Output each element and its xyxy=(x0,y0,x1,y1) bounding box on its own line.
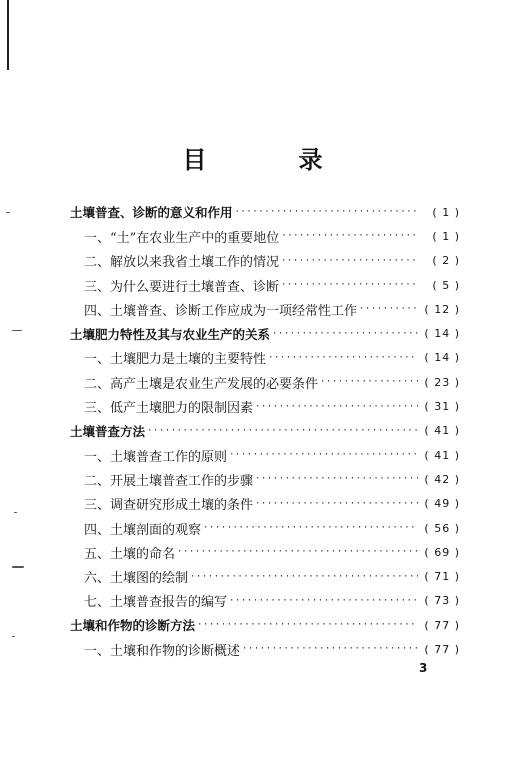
scan-speck xyxy=(6,212,10,213)
toc-entry-label: 二、开展土壤普查工作的步骤 xyxy=(84,473,254,489)
toc-entry-page: ( 73 ) xyxy=(424,594,460,608)
toc-subsection-entry xyxy=(70,540,460,564)
toc-entry-page: ( 31 ) xyxy=(424,400,460,414)
toc-dot-leader xyxy=(177,547,418,557)
toc-section-entry xyxy=(70,321,460,345)
toc-entry-page: ( 56 ) xyxy=(424,521,460,535)
scan-speck xyxy=(14,512,17,513)
toc-entry-label: 二、解放以来我省土壤工作的情况 xyxy=(84,255,280,271)
toc-entry-page: ( 49 ) xyxy=(424,497,460,511)
table-of-contents xyxy=(70,200,460,662)
toc-dot-leader xyxy=(255,499,418,509)
toc-entry-label: 七、土壤普查报告的编写 xyxy=(84,595,228,611)
toc-entry-page: ( 71 ) xyxy=(424,570,460,584)
toc-entry-label: 六、土壤图的绘制 xyxy=(84,571,189,587)
scan-speck xyxy=(12,636,15,637)
binding-edge-line xyxy=(7,0,9,70)
toc-subsection-entry xyxy=(70,516,460,540)
toc-subsection-entry xyxy=(70,249,460,273)
toc-entry-label: 一、土壤普查工作的原则 xyxy=(84,449,228,465)
toc-entry-page: ( 69 ) xyxy=(424,545,460,559)
toc-entry-label: 五、土壤的命名 xyxy=(84,546,176,562)
toc-subsection-entry xyxy=(70,370,460,394)
toc-entry-label: 三、低产土壤肥力的限制因素 xyxy=(84,401,254,417)
toc-dot-leader xyxy=(197,620,418,630)
toc-dot-leader xyxy=(268,353,418,363)
toc-entry-page: ( 14 ) xyxy=(424,327,460,341)
toc-dot-leader xyxy=(203,523,418,533)
toc-dot-leader xyxy=(229,596,418,606)
toc-entry-label: 三、为什么要进行土壤普查、诊断 xyxy=(84,279,280,295)
toc-entry-label: 一、“土”在农业生产中的重要地位 xyxy=(84,230,280,246)
toc-dot-leader xyxy=(229,450,418,460)
toc-dot-leader xyxy=(235,207,418,217)
toc-entry-page: ( 23 ) xyxy=(424,375,460,389)
toc-entry-label: 土壤普查方法 xyxy=(70,423,146,439)
toc-dot-leader xyxy=(281,231,418,241)
toc-subsection-entry xyxy=(70,443,460,467)
toc-entry-page: ( 77 ) xyxy=(424,618,460,632)
toc-dot-leader xyxy=(255,474,418,484)
toc-section-entry xyxy=(70,613,460,637)
toc-subsection-entry xyxy=(70,564,460,588)
toc-entry-label: 土壤普查、诊断的意义和作用 xyxy=(70,205,233,221)
toc-entry-page: ( 1 ) xyxy=(432,205,460,219)
toc-dot-leader xyxy=(359,304,418,314)
toc-entry-label: 四、土壤普查、诊断工作应成为一项经常性工作 xyxy=(84,303,358,319)
toc-subsection-entry xyxy=(70,467,460,491)
toc-dot-leader xyxy=(281,256,418,266)
toc-entry-label: 三、调查研究形成土壤的条件 xyxy=(84,498,254,514)
toc-entry-label: 二、高产土壤是农业生产发展的必要条件 xyxy=(84,376,319,392)
toc-entry-label: 土壤肥力特性及其与农业生产的关系 xyxy=(70,326,271,342)
toc-entry-label: 一、土壤肥力是土壤的主要特性 xyxy=(84,352,267,368)
toc-entry-page: ( 77 ) xyxy=(424,642,460,656)
toc-dot-leader xyxy=(281,280,418,290)
toc-dot-leader xyxy=(255,402,418,412)
toc-entry-page: ( 42 ) xyxy=(424,472,460,486)
toc-entry-label: 一、土壤和作物的诊断概述 xyxy=(84,643,241,659)
toc-dot-leader xyxy=(242,644,418,654)
toc-entry-page: ( 1 ) xyxy=(432,229,460,243)
toc-entry-page: ( 41 ) xyxy=(424,448,460,462)
scan-speck xyxy=(12,566,24,568)
toc-dot-leader xyxy=(190,572,418,582)
page-number: 3 xyxy=(419,661,428,675)
toc-entry-label: 四、土壤剖面的观察 xyxy=(84,522,202,538)
toc-subsection-entry xyxy=(70,346,460,370)
toc-section-entry xyxy=(70,419,460,443)
toc-subsection-entry xyxy=(70,273,460,297)
toc-entry-page: ( 12 ) xyxy=(424,302,460,316)
toc-entry-page: ( 2 ) xyxy=(432,254,460,268)
toc-dot-leader xyxy=(272,329,418,339)
scan-speck xyxy=(12,330,22,331)
toc-subsection-entry xyxy=(70,492,460,516)
page-title: 目 录 xyxy=(182,146,357,174)
toc-entry-page: ( 5 ) xyxy=(432,278,460,292)
toc-subsection-entry xyxy=(70,637,460,661)
toc-entry-page: ( 14 ) xyxy=(424,351,460,365)
toc-entry-page: ( 41 ) xyxy=(424,424,460,438)
toc-dot-leader xyxy=(320,377,418,387)
toc-entry-label: 土壤和作物的诊断方法 xyxy=(70,618,196,634)
toc-dot-leader xyxy=(147,426,418,436)
toc-subsection-entry xyxy=(70,224,460,248)
toc-section-entry xyxy=(70,200,460,224)
toc-subsection-entry xyxy=(70,394,460,418)
toc-subsection-entry xyxy=(70,589,460,613)
toc-subsection-entry xyxy=(70,297,460,321)
